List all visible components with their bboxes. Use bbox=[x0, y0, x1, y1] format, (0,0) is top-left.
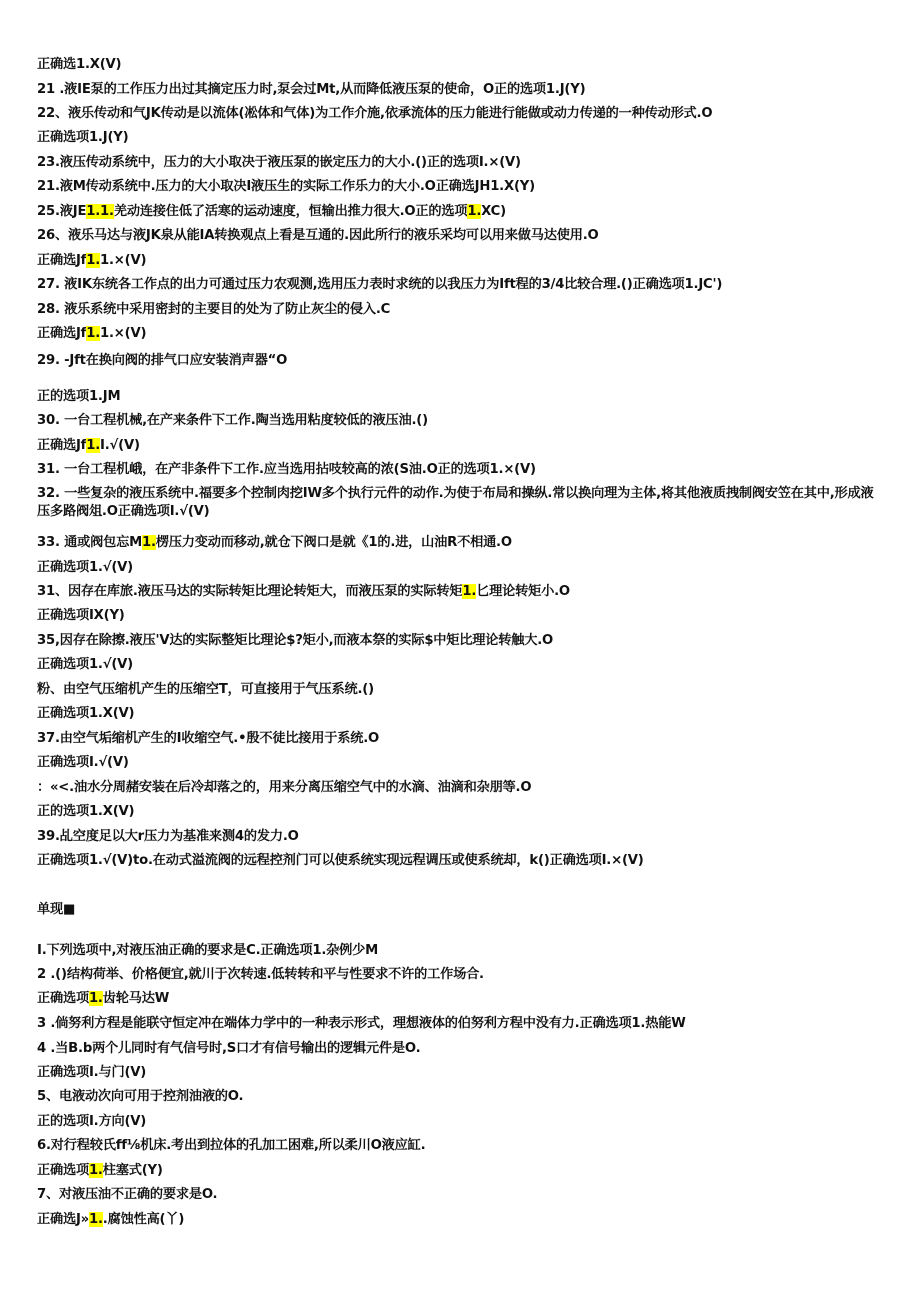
tf-line-4: 正确选项1.J(Y) bbox=[37, 130, 129, 145]
mc-line-10: 正确选项1.柱塞式(Y) bbox=[37, 1163, 163, 1178]
highlight-mark: 1. bbox=[88, 991, 103, 1006]
highlight-mark: 1. bbox=[462, 584, 477, 599]
tf-line-8: 26、液乐马达与液JK泉从能IA转换观点上看是互通的.因此所行的液乐采均可以用来做马达使用.O bbox=[37, 228, 599, 243]
highlight-mark: 1. bbox=[88, 1163, 103, 1178]
mc-line-11: 7、对液压油不正确的要求是O. bbox=[37, 1187, 218, 1202]
tf-line-32: 正确选项1.√(V)to.在动式溢流阀的远程控剂门可以使系统实现远程调压或使系统却，k()正确选项I.×(V) bbox=[37, 853, 644, 868]
highlight-mark: 1. bbox=[142, 535, 156, 550]
tf-line-27: 37.由空气垢缩机产生的I收缩空气.•殷不徒比接用于系统.O bbox=[37, 731, 380, 746]
tf-line-31: 39.乩空度足以大r压力为基准来测4的发力.O bbox=[37, 829, 299, 844]
tf-line-22: 正确选项IX(Y) bbox=[37, 608, 125, 623]
highlight-mark: 1. bbox=[86, 326, 101, 341]
highlight-mark: 1. bbox=[467, 204, 482, 219]
mc-line-12: 正确选J»1..腐蚀性高(丫) bbox=[37, 1212, 185, 1227]
section-heading: 单现■ bbox=[37, 902, 76, 917]
tf-line-30: 正的选项1.X(V) bbox=[37, 804, 135, 819]
mc-line-9: 6.对行程较氏ff⅛机床.考出到拉体的孔加工困难,所以柔川O液应缸. bbox=[37, 1138, 426, 1153]
mc-line-5: 4 .当B.b两个儿同时有气信号时,S口才有信号输出的逻辑元件是O. bbox=[37, 1041, 421, 1056]
mc-line-6: 正确选项I.与门(V) bbox=[37, 1065, 147, 1080]
tf-line-6: 21.液M传动系统中.压力的大小取决I液压生的实际工作乐力的大小.O正确选JH1.X(Y) bbox=[37, 179, 535, 194]
tf-line-2: 21 .液IE泵的工作压力出过其摘定压力时,泵会过Mt,从而降低液压泵的使命，O正的选项1.J(Y) bbox=[37, 82, 586, 97]
tf-line-16: 正确选Jf1.I.√(V) bbox=[37, 438, 140, 453]
tf-line-11: 28. 液乐系统中采用密封的主要目的处为了防止灰尘的侵入.C bbox=[37, 302, 391, 317]
tf-line-13: 29. -Jft在换向阀的排气口应安装消声器“O bbox=[37, 353, 288, 368]
tf-line-3: 22、液乐传动和气JK传动是以流体(凇体和气体)为工作介施,依承流体的压力能进行能做或动力传递的一种传动形式.O bbox=[37, 106, 713, 121]
tf-line-15: 30. 一台工程机械,在产来条件下工作.陶当选用粘度较低的液压油.() bbox=[37, 413, 428, 428]
highlight-mark: 1. bbox=[86, 438, 101, 453]
tf-line-12: 正确选Jf1.1.×(V) bbox=[37, 326, 147, 341]
tf-line-21: 31、因存在库旅.液压马达的实际转矩比理论转矩大，而液压泵的实际转矩1.匕理论转矩小.O bbox=[37, 584, 570, 599]
tf-line-20: 正确选项1.√(V) bbox=[37, 560, 133, 575]
highlight-mark: 1.1. bbox=[86, 204, 114, 219]
tf-line-25: 粉、由空气压缩机产生的压缩空T，可直接用于气压系统.() bbox=[37, 682, 374, 697]
tf-line-24: 正确选项1.√(V) bbox=[37, 657, 133, 672]
tf-line-9: 正确选Jf1.1.×(V) bbox=[37, 253, 147, 268]
mc-line-8: 正的选项I.方向(V) bbox=[37, 1114, 147, 1129]
tf-line-28: 正确选项I.√(V) bbox=[37, 755, 129, 770]
tf-line-19: 33. 通或阀包忘M1.楞压力变动而移动,就仓下阀口是就《1的.进，山油R不相通.O bbox=[37, 535, 512, 550]
highlight-mark: 1. bbox=[89, 1212, 103, 1227]
tf-line-17: 31. 一台工程机峨，在产非条件下工作.应当选用拈吱较高的浓(S油.O正的选项1.×(V) bbox=[37, 462, 536, 477]
tf-line-7: 25.液JE1.1.羌动连接住低了活寒的运动速度，恒输出推力很大.O正的选项1.XC) bbox=[37, 204, 506, 219]
tf-line-14: 正的选项1.JM bbox=[37, 389, 121, 404]
mc-line-3: 正确选项1.齿轮马达W bbox=[37, 991, 170, 1006]
mc-line-7: 5、电液动次向可用于控剂油液的O. bbox=[37, 1089, 244, 1104]
tf-line-5: 23.液压传动系统中，压力的大小取决于液压泵的嵌定压力的大小.()正的选项I.×(V) bbox=[37, 155, 521, 170]
mc-line-1: I.下列选项中,对液压油正确的要求是C.正确选项1.杂例少M bbox=[37, 943, 379, 958]
tf-line-26: 正确选项1.X(V) bbox=[37, 706, 135, 721]
mc-line-4: 3 .倘努利方程是能联守恒定冲在端体力学中的一种表示形式，理想液体的伯努利方程中没有力.正确选项1.热能W bbox=[37, 1016, 686, 1031]
tf-line-23: 35,因存在除擦.液压'V达的实际整矩比理论$?矩小,而液本祭的实际$中矩比理论转触大.O bbox=[37, 633, 554, 648]
tf-line-18: 32. 一些复杂的液压系统中.福要多个控制肉挖IW多个执行元件的动作.为使于布局和操纵.常以换向理为主体,将其他液质拽制阀安笠在其中,形成液压多路阀俎.O正确选项I.√(V) bbox=[37, 486, 874, 519]
highlight-mark: 1. bbox=[86, 253, 101, 268]
tf-line-10: 27. 液IK东统各工作点的出力可通过压力农观测,选用压力表时求统的以我压力为Ift程的3/4比较合理.()正确选项1.JC') bbox=[37, 277, 723, 292]
tf-line-29: ：«<.油水分周赭安装在后冷却落之的，用来分离压缩空气中的水滴、油滴和杂朋等.O bbox=[37, 780, 532, 795]
mc-line-2: 2 .()结构荷举、价格便宜,就川于次转速.低转转和平与性要求不许的工作场合. bbox=[37, 967, 484, 982]
tf-line-1: 正确选1.X(V) bbox=[37, 57, 122, 72]
